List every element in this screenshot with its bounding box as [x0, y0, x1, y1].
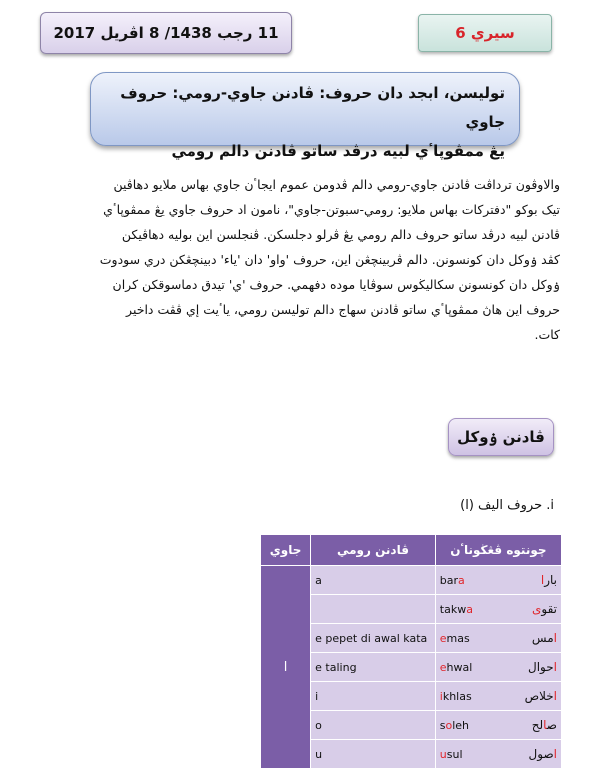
title-line-1: توليسن، ابجد دان حروف: ڤادنن جاوي-رومي: حروف جاوي [120, 84, 505, 131]
example-rumi-word [440, 632, 470, 645]
header-rumi: ڤادنن رومي [311, 535, 436, 566]
example-jawi-part: حوال [527, 660, 554, 674]
subheading-alif: i. حروف اليف (ا) [460, 498, 554, 513]
rumi-cell: i [311, 682, 436, 711]
example-rumi-word [440, 661, 473, 674]
section-tab-label: ڤادنن ۏوکل [457, 428, 545, 446]
example-cell [435, 595, 561, 624]
header-example: چونتوه ڤڠڬوناٴن [435, 535, 561, 566]
example-jawi-part: ص [546, 718, 557, 732]
body-paragraph [38, 172, 560, 347]
rumi-cell: a [311, 566, 436, 595]
example-jawi-part: ا [540, 573, 545, 587]
example-cell [435, 740, 561, 769]
example-jawi-word [525, 689, 557, 703]
example-rumi-word [440, 748, 463, 761]
example-jawi-part: بار [544, 573, 557, 587]
example-rumi-part: e [439, 660, 447, 674]
date-box [40, 12, 292, 54]
body-line: ڤادنن لبيه درڤد ساتو حروف دالم رومي يڠ ڤرلو دجلسکن. ڤنجلسن اين بوليه دهاڤيکن [121, 227, 560, 242]
example-rumi-word [440, 719, 469, 732]
example-rumi-word [440, 574, 465, 587]
example-jawi-part: ا [553, 631, 557, 645]
example-rumi-word [440, 603, 473, 616]
example-rumi-part: a [458, 573, 465, 587]
example-jawi-part: ى [531, 602, 542, 616]
title-box [90, 72, 520, 160]
example-rumi-part: a [466, 602, 473, 616]
series-box [418, 14, 552, 52]
header-jawi: جاوي [261, 535, 311, 566]
example-rumi-part: khlas [442, 689, 472, 703]
rumi-cell: e taling [311, 653, 436, 682]
example-rumi-part: u [439, 747, 447, 761]
example-rumi-part: takw [439, 602, 467, 616]
example-cell [435, 711, 561, 740]
example-rumi-part: hwal [446, 660, 473, 674]
example-rumi-word [440, 690, 472, 703]
example-jawi-part: ا [553, 689, 557, 703]
body-line: کات. [534, 327, 560, 342]
date-text: 11 رجب 1438/ 8 اڤريل 2017 [53, 24, 279, 42]
example-rumi-part: s [439, 718, 446, 732]
example-jawi-word [532, 602, 557, 616]
rumi-cell: u [311, 740, 436, 769]
example-cell [435, 682, 561, 711]
rumi-cell [311, 595, 436, 624]
body-line: ۏوکل دان کونسونن سکاليڬوس سوڤايا موده دفهمي. حروف 'ي' تيدق دماسوقکن کران [112, 277, 560, 292]
table-header-row [261, 535, 562, 566]
example-rumi-part: leh [452, 718, 470, 732]
example-jawi-word [532, 631, 557, 645]
example-rumi-part: sul [446, 747, 463, 761]
example-jawi-word [528, 660, 557, 674]
table-body [261, 566, 562, 769]
title-line-2: يڠ ممڤوڽاٴي لبيه درڤد ساتو ڤادنن دالم رومي [171, 142, 505, 160]
example-cell [435, 624, 561, 653]
example-jawi-word [529, 747, 557, 761]
example-cell [435, 566, 561, 595]
jawi-letter-cell: ا [261, 566, 311, 769]
example-jawi-part: صول [528, 747, 554, 761]
example-cell [435, 653, 561, 682]
body-line: حروف اين هاڽ ممڤوڽاٴي ساتو ڤادنن سهاج دالم توليسن رومي، ياٴيت إي ڤڤت داخير [126, 302, 560, 317]
example-rumi-part: o [445, 718, 453, 732]
rumi-cell: o [311, 711, 436, 740]
example-jawi-part: لح [531, 718, 544, 732]
example-rumi-part: bar [439, 573, 459, 587]
body-line: کڤد ۏوکل دان کونسونن. دالم ڤربينچڠن اين، حروف 'واو' دان 'ياء' دبينچڠکن دري سودوت [99, 252, 560, 267]
example-jawi-part: تقو [541, 602, 557, 616]
section-tab-vowels [448, 418, 554, 456]
example-rumi-part: e [439, 631, 447, 645]
rumi-cell: e pepet di awal kata [311, 624, 436, 653]
series-label: سيري 6 [455, 24, 515, 42]
example-jawi-part: ا [543, 718, 547, 732]
example-jawi-word [541, 573, 557, 587]
example-jawi-part: ا [553, 747, 557, 761]
example-jawi-word [532, 718, 557, 732]
example-rumi-part: mas [446, 631, 470, 645]
example-rumi-part: i [439, 689, 443, 703]
table-row [261, 566, 562, 595]
example-jawi-part: ا [553, 660, 557, 674]
example-jawi-part: مس [531, 631, 554, 645]
letters-table [260, 534, 562, 769]
example-jawi-part: خلاص [524, 689, 554, 703]
body-line: والاوڤون ترداڤت ڤادنن جاوي-رومي دالم ڤدومن عموم ايجاٴن جاوي بهاس ملايو دهاڤين [113, 177, 560, 192]
body-line: تيک بوکو "دفترکات بهاس ملايو: رومي-سبوتن-جاوي"، نامون اد حروف جاوي يڠ ممڤوڽاٴي [103, 202, 560, 217]
